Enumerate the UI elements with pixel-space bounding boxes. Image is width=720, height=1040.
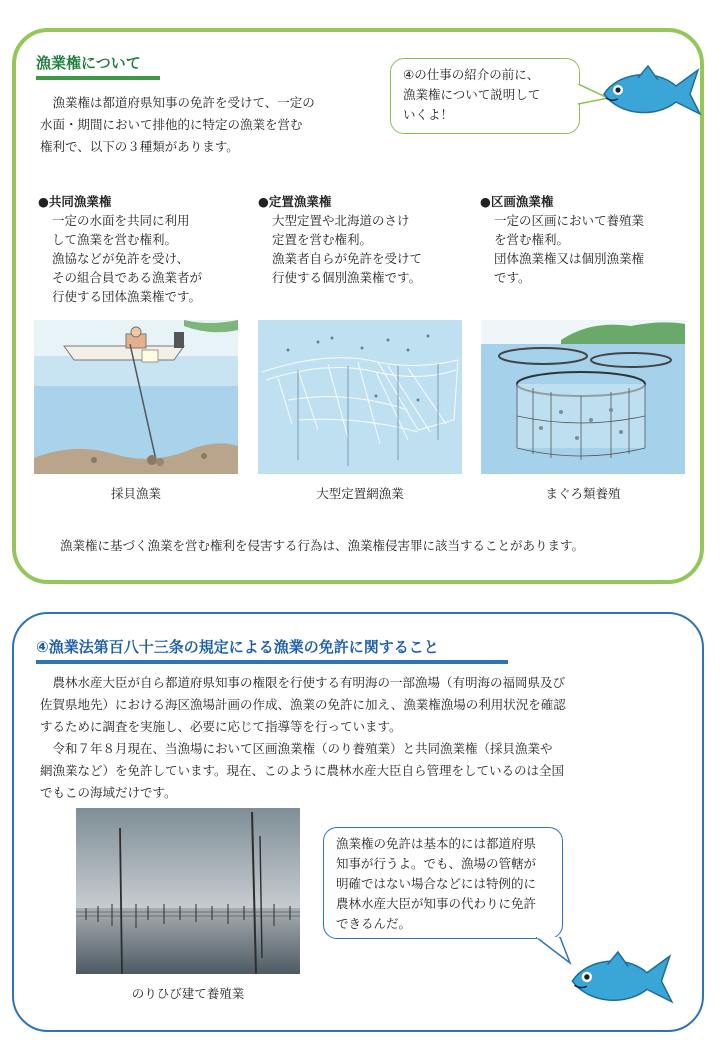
type-title: ●共同漁業権: [38, 194, 112, 209]
type-line: して漁業を営む権利。: [52, 232, 178, 247]
bubble-line: ④の仕事の紹介の前に、: [403, 67, 540, 82]
type-title: ●定置漁業権: [258, 194, 332, 209]
bubble-line: 知事が行うよ。でも、漁場の管轄が: [336, 856, 537, 871]
nori-cultivation-photo: [76, 808, 300, 974]
fixed-net-illustration: [258, 320, 462, 474]
type-demarcated-rights: [480, 192, 690, 287]
infringement-note: 漁業権に基づく漁業を営む権利を侵害する行為は、漁業権侵害罪に該当することがあります。: [60, 538, 585, 553]
type-common-rights: [38, 192, 248, 306]
type-title: ●区画漁業権: [480, 194, 554, 209]
bubble-line: 農林水産大臣が知事の代わりに免許: [336, 896, 537, 911]
shellfish-gathering-illustration: [34, 320, 238, 474]
speech-bubble-2: [323, 827, 563, 939]
paragraph-line: 網漁業など）を免許しています。現在、このように農林水産大臣自ら管理をしているのは全国: [40, 763, 565, 778]
paragraph-line: 令和７年８月現在、当漁場において区画漁業権（のり養殖業）と共同漁業権（採貝漁業や: [40, 741, 553, 756]
type-line: 漁協などが免許を受け、: [52, 251, 190, 266]
tuna-cage-illustration: [481, 320, 685, 474]
section2-heading-underline: [36, 660, 508, 664]
type-line: 行使する個別漁業権です。: [272, 270, 422, 285]
type-line: 団体漁業権又は個別漁業権: [494, 251, 645, 266]
bubble-line: できるんだ。: [336, 916, 412, 931]
type-line: 定置を営む権利。: [272, 232, 373, 247]
paragraph-line: 佐賀県地先）における海区漁場計画の作成、漁業の免許に加え、漁業権漁場の利用状況を確認: [40, 697, 566, 712]
intro-line: 権利で、以下の３種類があります。: [40, 139, 239, 154]
paragraph-line: 農林水産大臣が自ら都道府県知事の権限を行使する有明海の一部漁場（有明海の福岡県及び: [40, 675, 566, 690]
type-line: 漁業者自らが免許を受けて: [272, 251, 423, 266]
caption-shellfish: 採貝漁業: [110, 486, 161, 501]
section1-heading: 漁業権について: [36, 54, 141, 72]
photo-caption: のりひび建て養殖業: [131, 986, 245, 1001]
type-line: です。: [494, 270, 531, 285]
paragraph-line: でもこの海域だけです。: [40, 785, 177, 800]
type-fixed-net-rights: [258, 192, 468, 287]
bubble-line: 漁業権の免許は基本的には都道府県: [336, 836, 537, 851]
type-line: 一定の区画において養殖業: [494, 213, 645, 228]
type-line: 一定の水面を共同に利用: [52, 213, 190, 228]
paragraph-line: するために調査を実施し、必要に応じて指導等を行っています。: [40, 719, 402, 734]
speech-bubble-1: [390, 58, 580, 134]
type-line: 大型定置や北海道のさけ: [272, 213, 410, 228]
intro-line: 水面・期間において排他的に特定の漁業を営む: [40, 117, 303, 132]
bubble-line: 漁業権について説明して: [403, 87, 541, 102]
intro-line: 漁業権は都道府県知事の免許を受けて、一定の: [40, 95, 315, 110]
section1-heading-underline: [36, 76, 160, 80]
section2-paragraph: [40, 672, 680, 804]
caption-tuna: まぐろ類養殖: [545, 486, 621, 501]
caption-fixed-net: 大型定置網漁業: [316, 486, 404, 501]
bubble-line: いくよ！: [403, 107, 454, 122]
section1-intro: [40, 92, 380, 158]
type-line: を営む権利。: [494, 232, 570, 247]
type-line: 行使する団体漁業権です。: [52, 289, 202, 304]
fish-mascot-icon: [566, 950, 674, 1008]
type-line: その組合員である漁業者が: [52, 270, 203, 285]
fish-mascot-icon: [598, 64, 702, 120]
section2-heading: ④漁業法第百八十三条の規定による漁業の免許に関すること: [36, 638, 439, 656]
bubble-line: 明確ではない場合などには特例的に: [336, 876, 537, 891]
